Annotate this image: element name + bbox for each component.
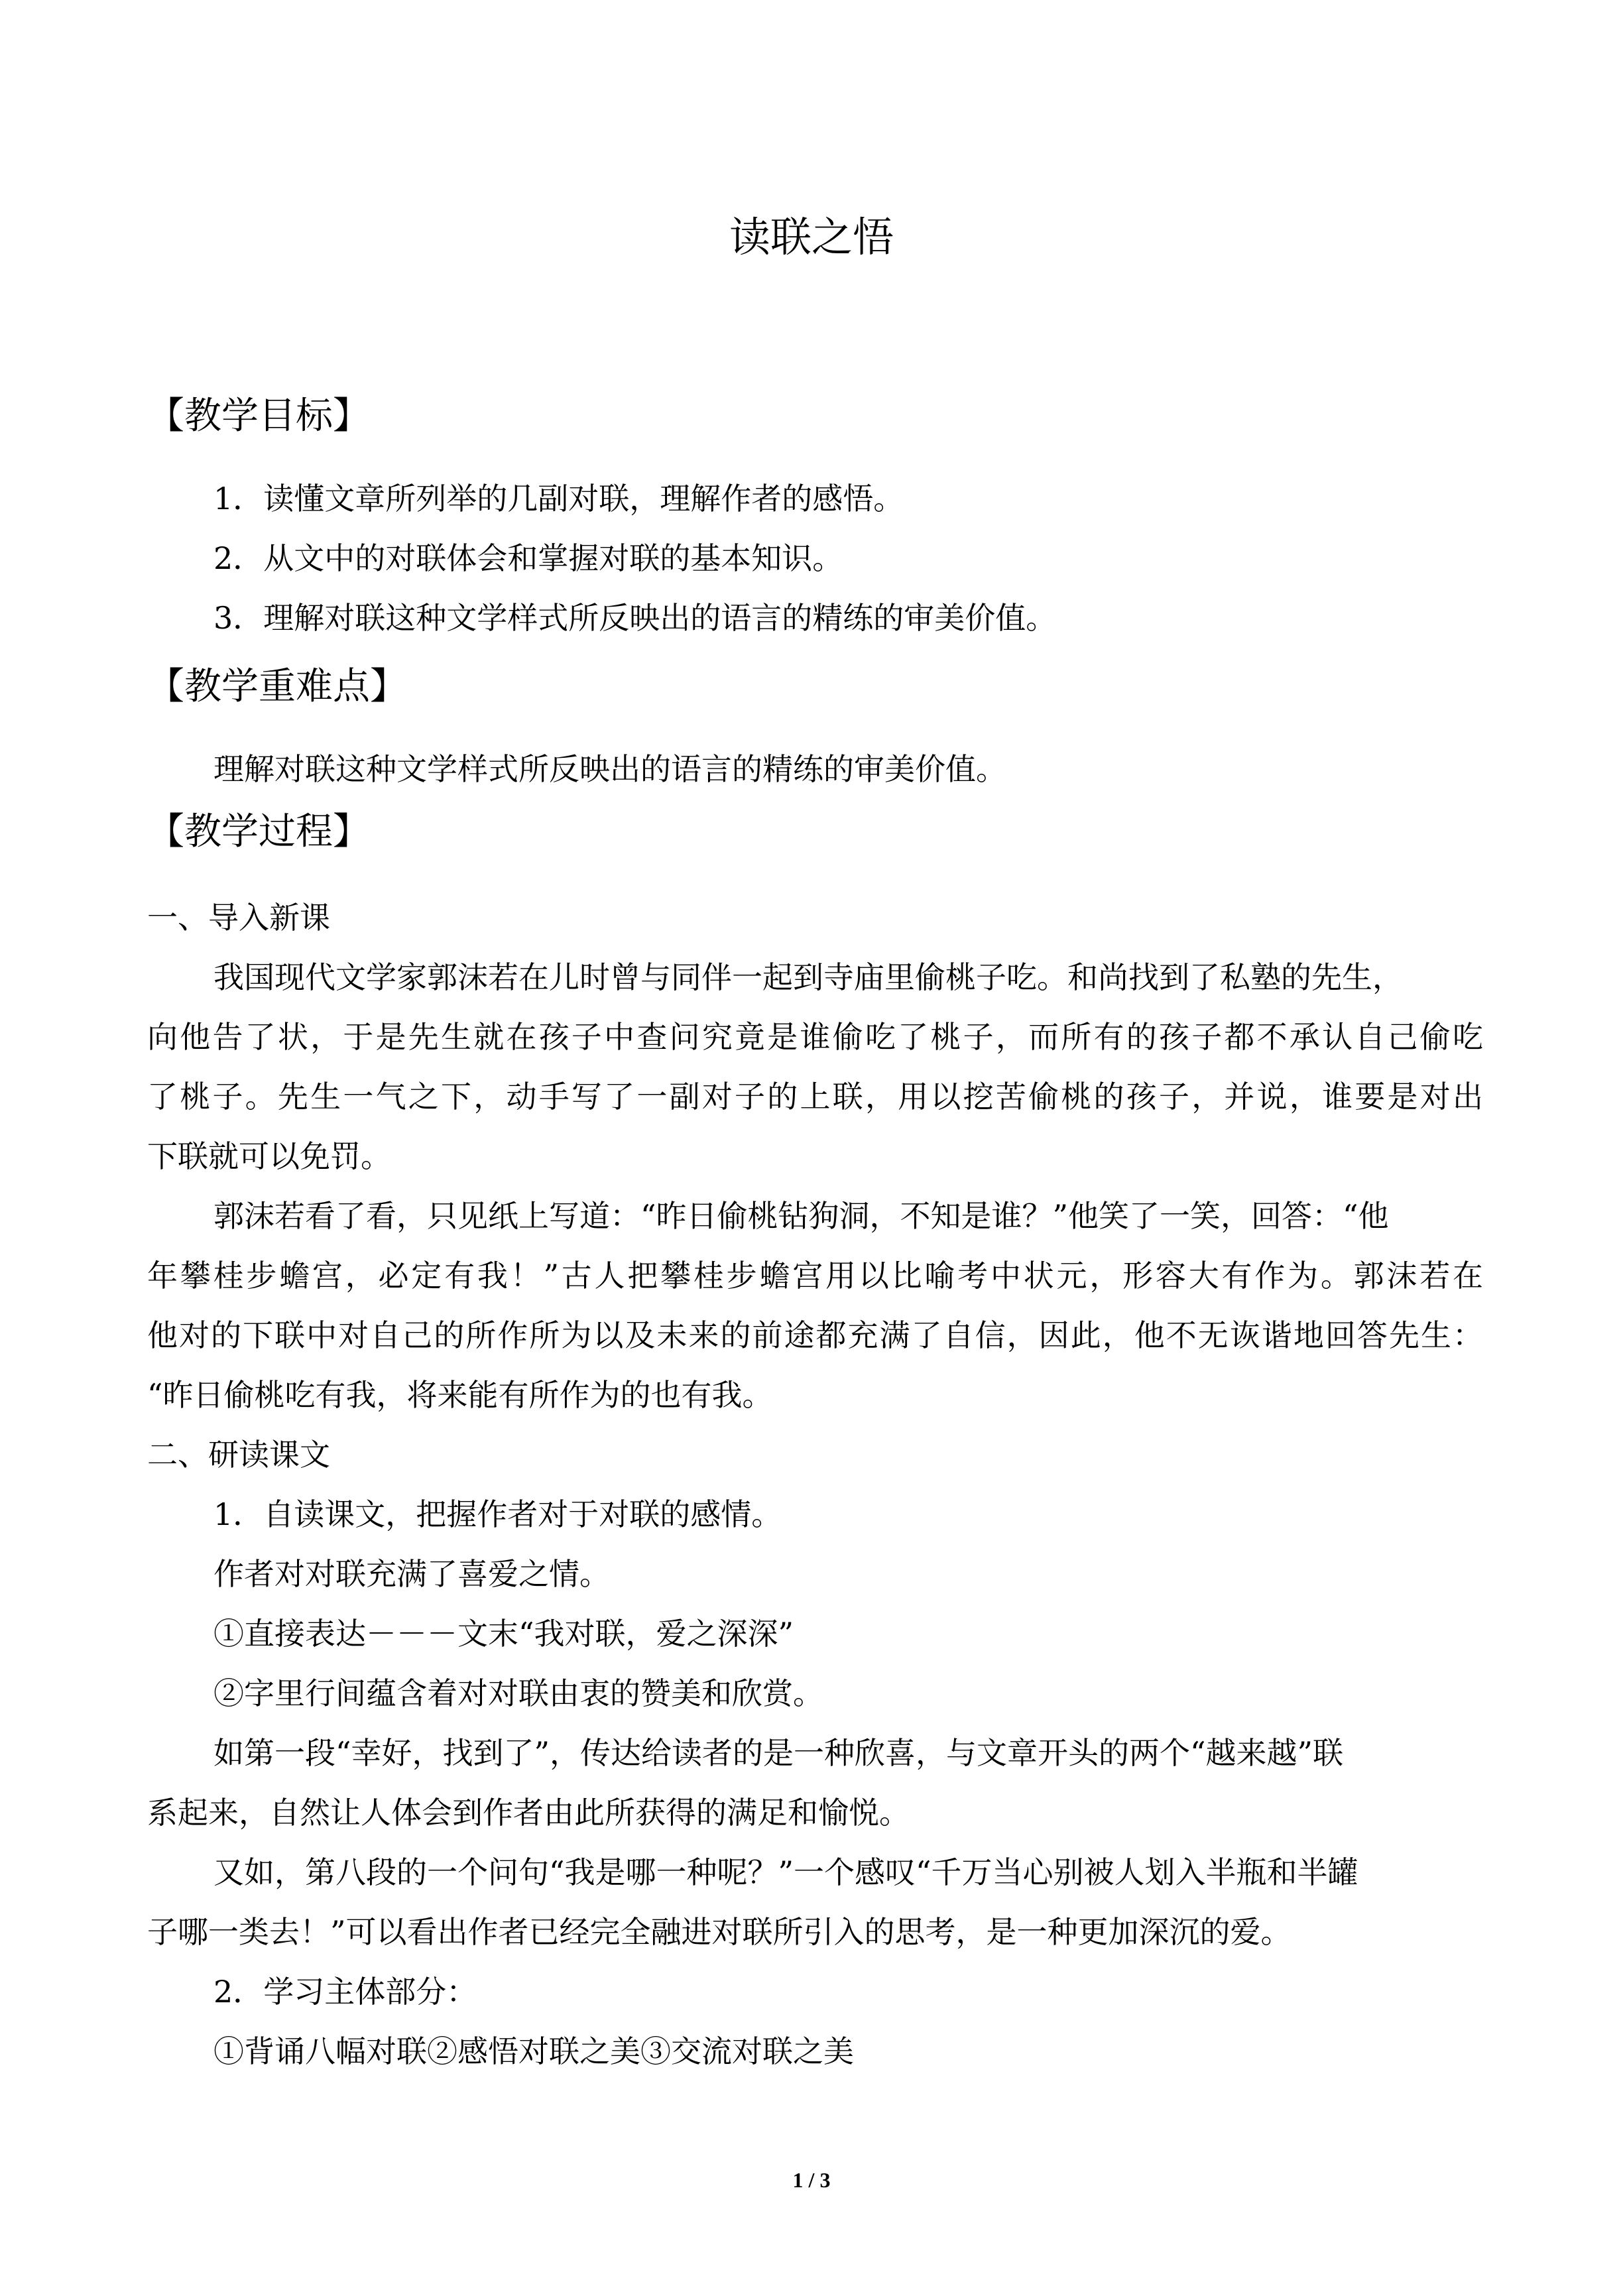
intro-para1-line4: 下联就可以免罚。 [147,1138,391,1174]
study-step-1: 1．自读课文，把握作者对于对联的感情。 [213,1496,782,1532]
example2-line1: 又如，第八段的一个问句“我是哪一种呢？”一个感叹“千万当心别被人划入半瓶和半罐 [213,1854,1358,1890]
part1-title: 一、导入新课 [147,900,330,936]
intro-para2-line1: 郭沫若看了看，只见纸上写道：“昨日偷桃钻狗洞，不知是谁？”他笑了一笑，回答：“他 [213,1198,1389,1234]
study-step-1-answer: 作者对对联充满了喜爱之情。 [213,1556,610,1592]
intro-para1-line2: 向他告了状，于是先生就在孩子中查问究竟是谁偷吃了桃子，而所有的孩子都不承认自己偷吃 [147,1019,1483,1055]
document-title: 读联之悟 [729,213,894,261]
intro-para1-line3: 了桃子。先生一气之下，动手写了一副对子的上联，用以挖苦偷桃的孩子，并说，谁要是对出 [147,1079,1483,1115]
example1-line1: 如第一段“幸好，找到了”，传达给读者的是一种欣喜，与文章开头的两个“越来越”联 [213,1735,1344,1771]
part2-title: 二、研读课文 [147,1437,330,1473]
intro-para2-line2: 年攀桂步蟾宫，必定有我！”古人把攀桂步蟾宫用以比喻考中状元，形容大有作为。郭沫若在 [147,1258,1483,1294]
intro-para2-line4: “昨日偷桃吃有我，将来能有所作为的也有我。 [147,1377,773,1413]
objective-item-2: 2．从文中的对联体会和掌握对联的基本知识。 [213,540,843,576]
example1-line2: 系起来，自然让人体会到作者由此所获得的满足和愉悦。 [147,1795,910,1831]
objective-item-1: 1．读懂文章所列举的几副对联，理解作者的感悟。 [213,481,904,516]
study-step-2-items: ①背诵八幅对联②感悟对联之美③交流对联之美 [213,2033,854,2069]
objective-item-3: 3．理解对联这种文学样式所反映出的语言的精练的审美价值。 [213,600,1057,636]
study-point-2: ②字里行间蕴含着对对联由衷的赞美和欣赏。 [213,1675,823,1711]
study-point-1: ①直接表达－－－文末“我对联，爱之深深” [213,1616,794,1652]
objectives-heading: 【教学目标】 [147,394,370,438]
example2-line2: 子哪一类去！”可以看出作者已经完全融进对联所引入的思考，是一种更加深沉的爱。 [147,1914,1292,1950]
study-step-2: 2．学习主体部分： [213,1974,477,2010]
intro-para2-line3: 他对的下联中对自己的所作所为以及未来的前途都充满了自信，因此，他不无诙谐地回答先生： [147,1317,1483,1353]
intro-para1-line1: 我国现代文学家郭沫若在儿时曾与同伴一起到寺庙里偷桃子吃。和尚找到了私塾的先生， [213,959,1403,995]
page-number: 1 / 3 [792,2168,831,2192]
process-heading: 【教学过程】 [147,810,370,853]
key-points-text: 理解对联这种文学样式所反映出的语言的精练的审美价值。 [213,751,1006,787]
key-points-heading: 【教学重难点】 [147,665,407,708]
